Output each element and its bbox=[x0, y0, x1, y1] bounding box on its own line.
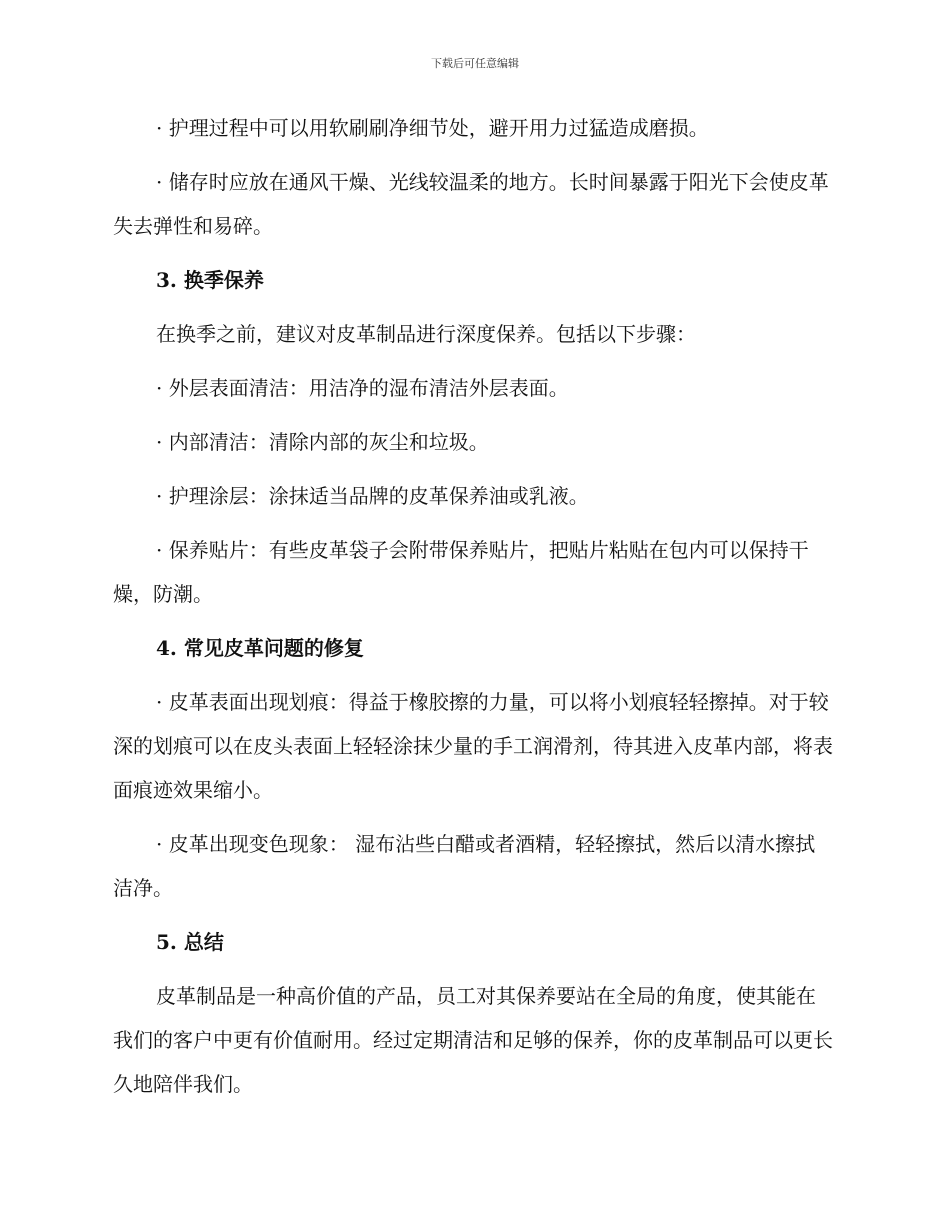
bullet-outer-cleaning: · 外层表面清洁：用洁净的湿布清洁外层表面。 bbox=[156, 376, 569, 400]
page-header: 下载后可任意编辑 bbox=[431, 57, 519, 70]
section-heading-summary: 5. 总结 bbox=[156, 930, 224, 954]
section-heading-seasonal-care: 3. 换季保养 bbox=[156, 268, 264, 292]
bullet-storage: · 储存时应放在通风干燥、光线较温柔的地方。长时间暴露于阳光下会使皮革失去弹性和易碎。 bbox=[113, 170, 829, 238]
bullet-inner-cleaning: · 内部清洁：清除内部的灰尘和垃圾。 bbox=[156, 430, 489, 454]
seasonal-intro-paragraph: 在换季之前，建议对皮革制品进行深度保养。包括以下步骤： bbox=[156, 322, 696, 346]
summary-paragraph: 皮革制品是一种高价值的产品，员工对其保养要站在全局的角度，使其能在我们的客户中更有价值耐用。经过定期清洁和足够的保养，你的皮革制品可以更长久地陪伴我们。 bbox=[113, 984, 833, 1096]
section-heading-repair: 4. 常见皮革问题的修复 bbox=[156, 636, 364, 660]
document-body bbox=[113, 106, 833, 1116]
bullet-discoloration: · 皮革出现变色现象： 湿布沾些白醋或者酒精，轻轻擦拭，然后以清水擦拭洁净。 bbox=[113, 832, 816, 900]
bullet-scratch-repair: · 皮革表面出现划痕：得益于橡胶擦的力量，可以将小划痕轻轻擦掉。对于较深的划痕可以在皮头表面上轻轻涂抹少量的手工润滑剂，待其进入皮革内部，将表面痕迹效果缩小。 bbox=[113, 690, 833, 802]
bullet-protective-coating: · 护理涂层：涂抹适当品牌的皮革保养油或乳液。 bbox=[156, 484, 589, 508]
bullet-soft-brush: · 护理过程中可以用软刷刷净细节处，避开用力过猛造成磨损。 bbox=[156, 116, 709, 140]
bullet-care-patch: · 保养贴片：有些皮革袋子会附带保养贴片，把贴片粘贴在包内可以保持干燥，防潮。 bbox=[113, 538, 809, 606]
